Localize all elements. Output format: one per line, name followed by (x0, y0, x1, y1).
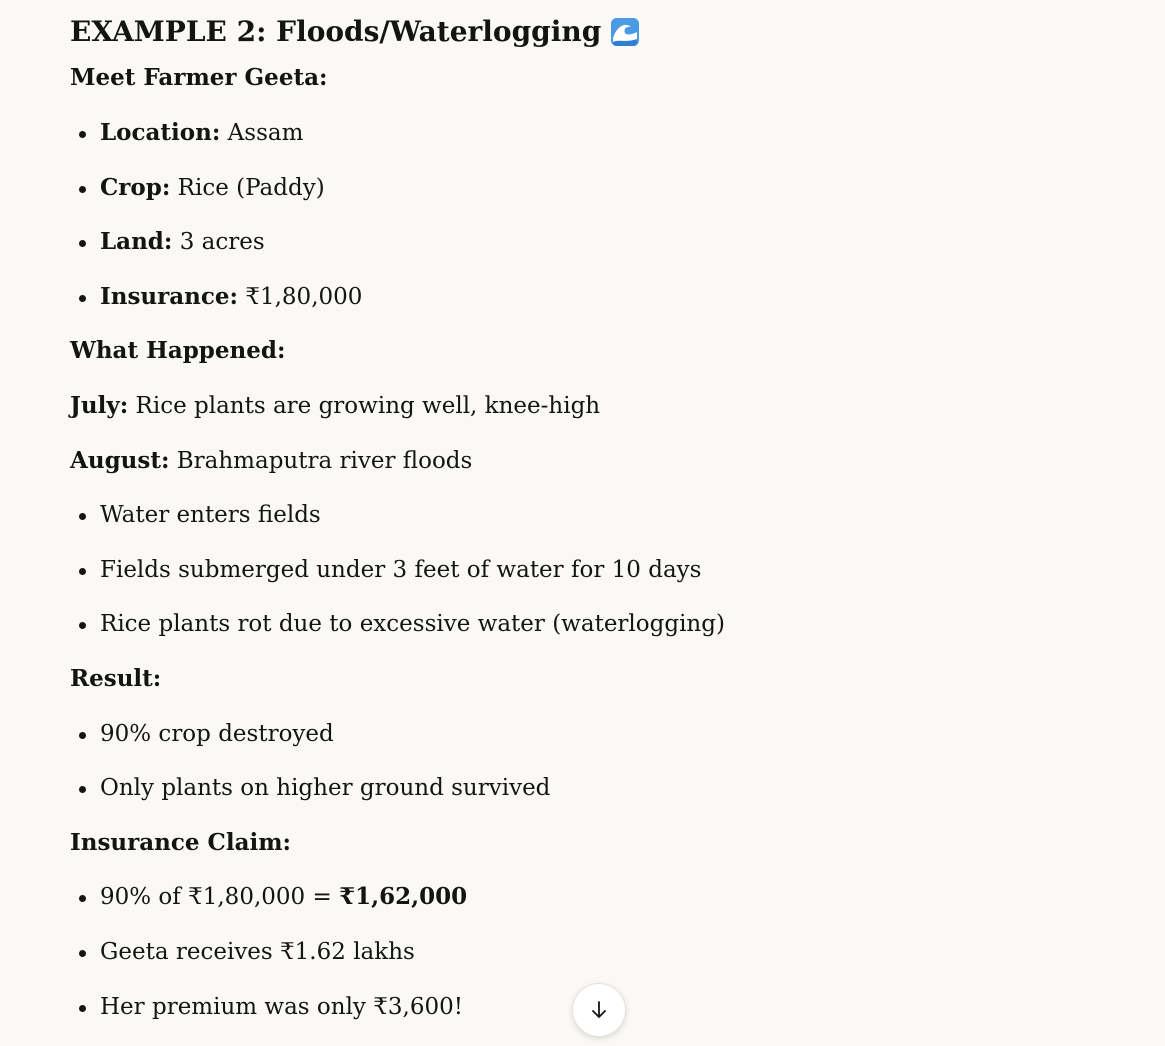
list-item: 90% crop destroyed (100, 721, 334, 747)
water-wave-icon (611, 18, 639, 46)
august-line: August: Brahmaputra river floods (70, 447, 473, 474)
result-title: Result: (70, 665, 162, 692)
section-heading (70, 14, 639, 50)
list-item: Fields submerged under 3 feet of water for 10 days (100, 557, 702, 583)
claim-title: Insurance Claim: (70, 829, 292, 856)
farmer-title: Meet Farmer Geeta: (70, 64, 328, 91)
list-item: Insurance: ₹1,80,000 (100, 283, 363, 310)
list-item: Land: 3 acres (100, 228, 265, 255)
list-item: Geeta receives ₹1.62 lakhs (100, 939, 415, 965)
list-item: Location: Assam (100, 119, 304, 146)
scroll-to-bottom-button[interactable] (572, 983, 626, 1037)
heading-text: EXAMPLE 2: Floods/Waterlogging (70, 15, 602, 48)
happened-title: What Happened: (70, 337, 286, 364)
july-line: July: Rice plants are growing well, knee-high (70, 392, 601, 419)
list-item: Her premium was only ₹3,600! (100, 994, 463, 1020)
list-item: Water enters fields (100, 502, 321, 528)
list-item: Rice plants rot due to excessive water (waterlogging) (100, 611, 725, 637)
list-item: Crop: Rice (Paddy) (100, 174, 325, 201)
list-item: Only plants on higher ground survived (100, 775, 551, 801)
list-item: 90% of ₹1,80,000 = ₹1,62,000 (100, 883, 468, 910)
arrow-down-icon (588, 999, 610, 1021)
